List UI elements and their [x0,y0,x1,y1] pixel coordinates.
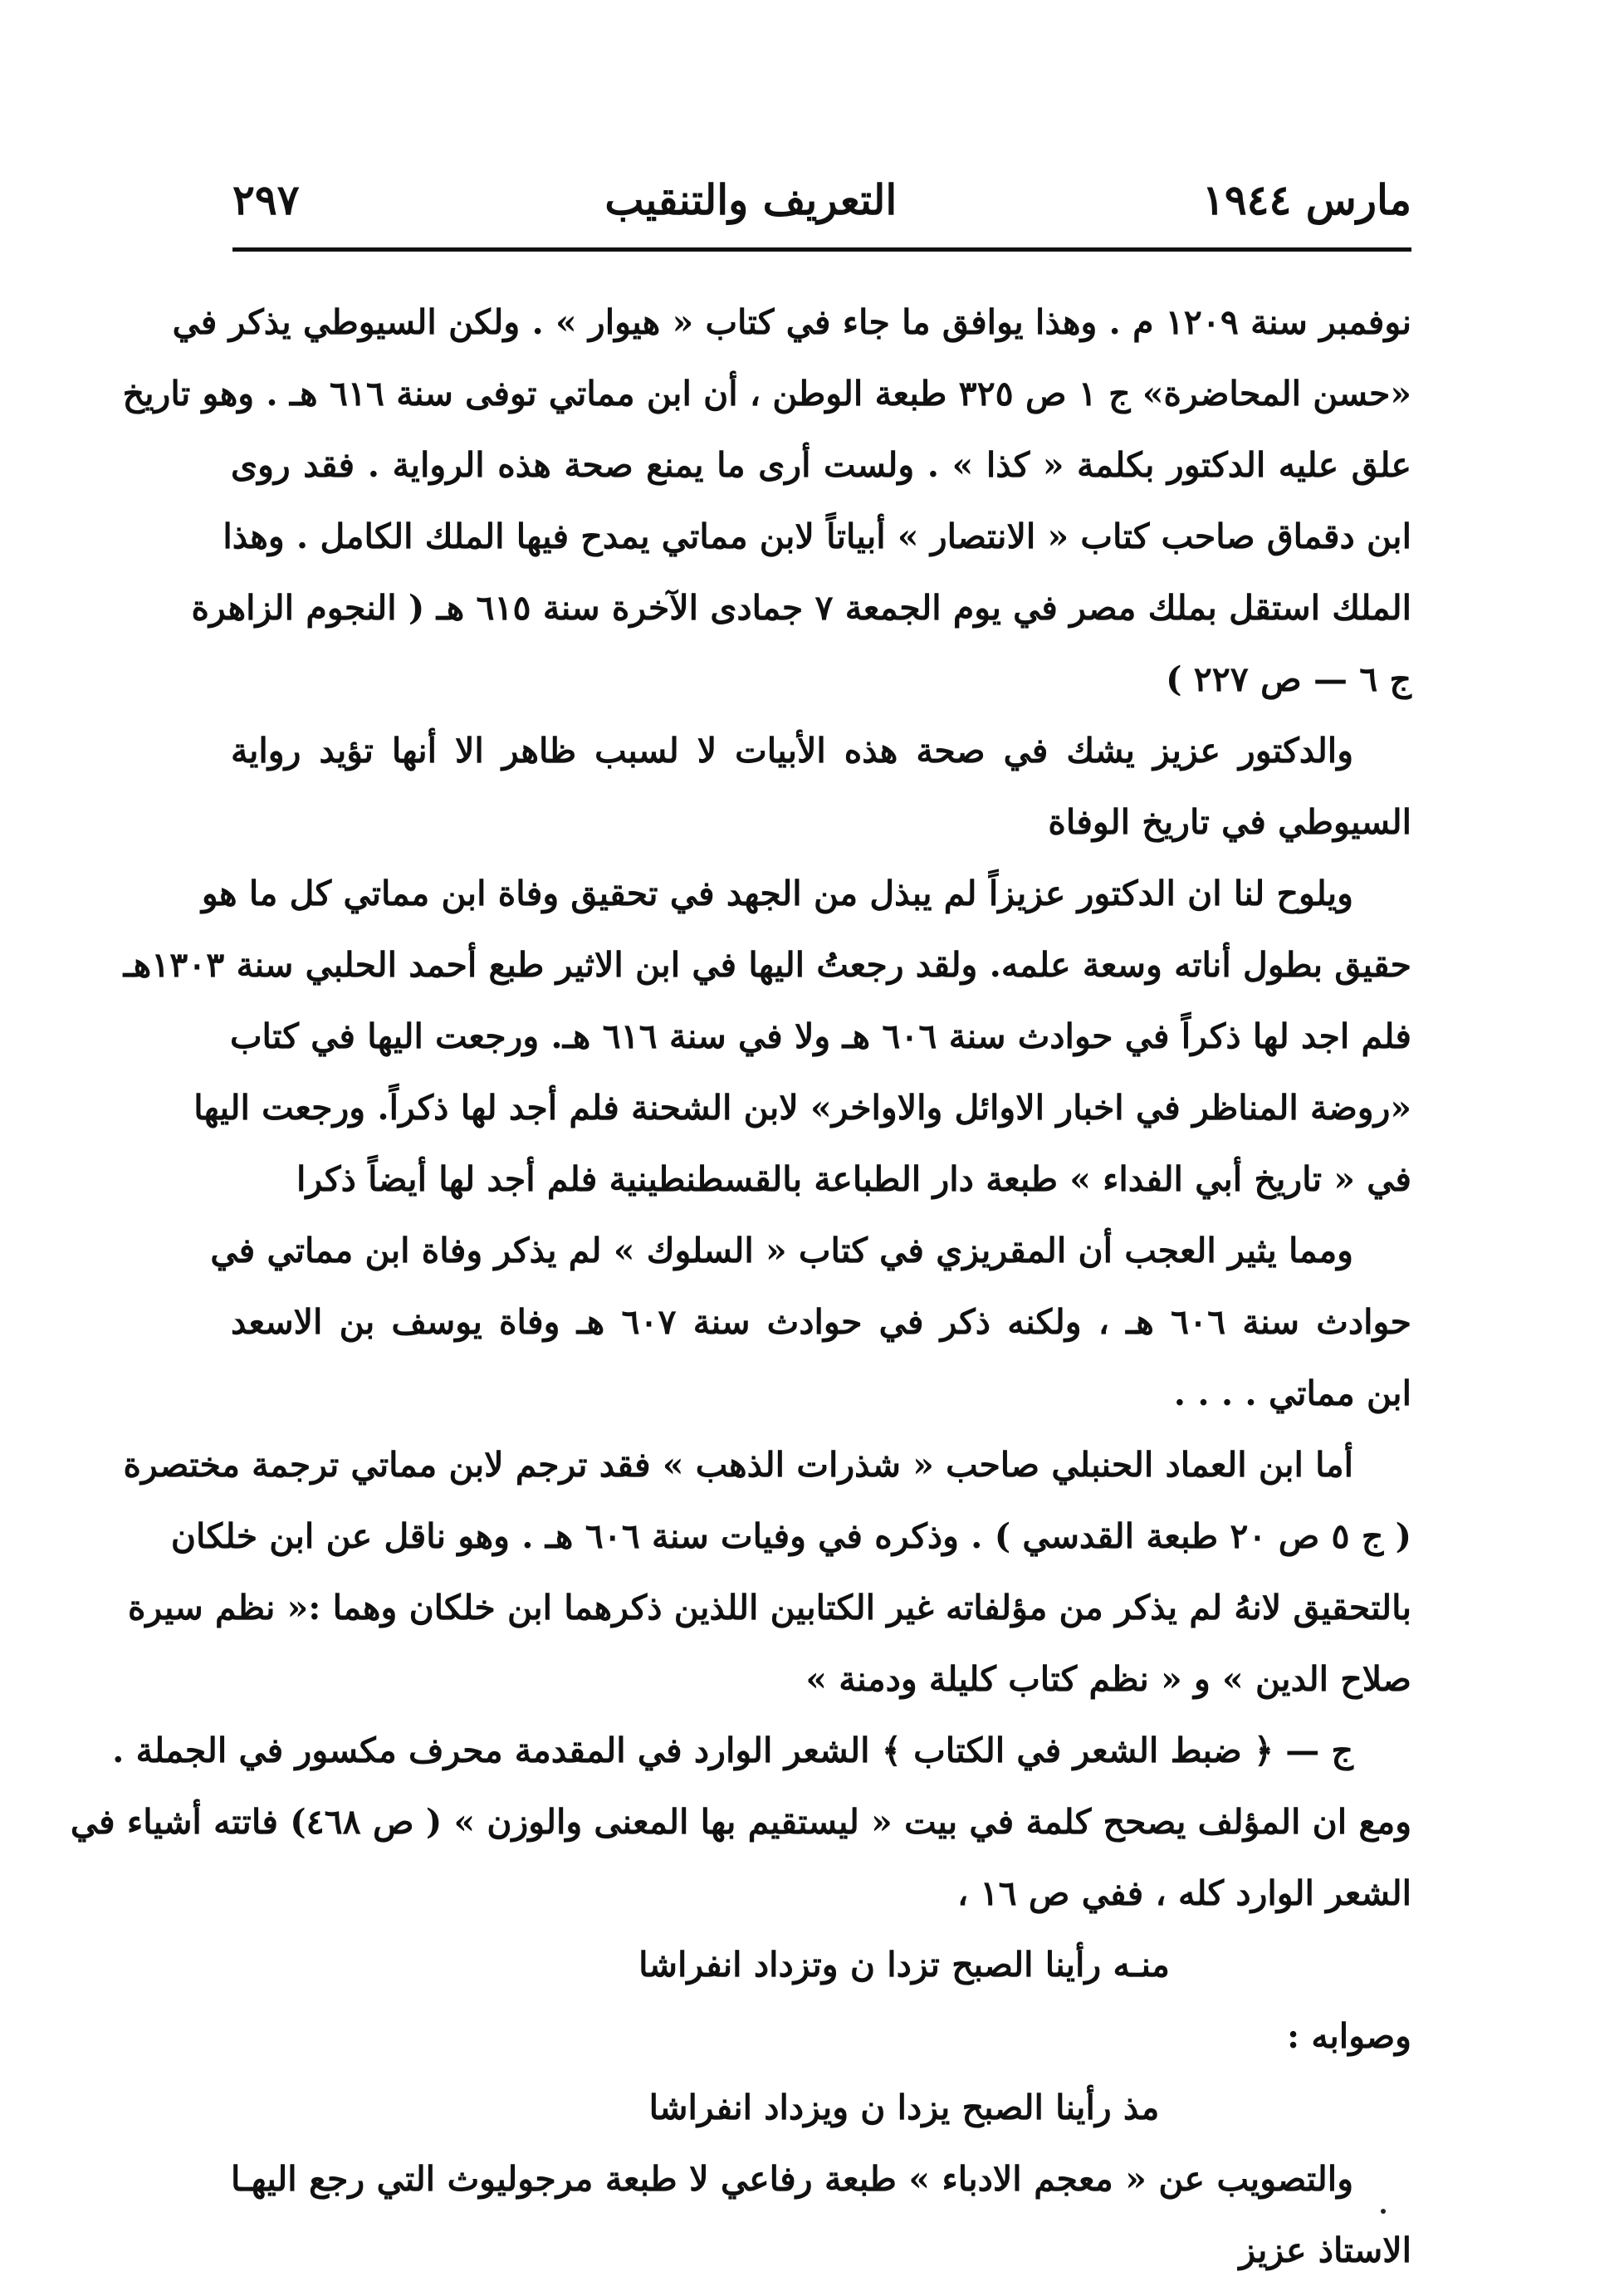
text-line: حوادث سنة ٦٠٦ هـ ، ولكنه ذكر في حوادث سنة ٦٠٧ هـ وفاة يوسف بن الاسعد [231,1302,1412,1342]
verse-line: منـه رأينا الصبح تزدا ن وتزداد انفراشا [638,1945,1170,1985]
text-line: «روضة المناظر في اخبار الاوائل والاواخر» لابن الشحنة فلم أجد لها ذكراً. ورجعت اليها [193,1088,1411,1128]
text-line: السيوطي في تاريخ الوفاة [1048,802,1411,842]
text-line: ابن دقماق صاحب كتاب « الانتصار » أبياتاً لابن مماتي يمدح فيها الملك الكامل . وهذا [223,516,1411,556]
text-line: وصوابه : [1287,2016,1411,2056]
text-line: ( ج ٥ ص ٢٠ طبعة القدسي ) . وذكره في وفيات سنة ٦٠٦ هـ . وهو ناقل عن ابن خلكان [170,1516,1411,1556]
stray-mark [1381,2209,1386,2214]
page-number: ٢٩٧ [232,174,300,224]
text-line: «حسن المحاضرة» ج ١ ص ٣٢٥ طبعة الوطن ، أن ابن مماتي توفى سنة ٦١٦ هـ . وهو تاريخ [122,374,1411,414]
section-title: التعريف والتنقيب [604,174,898,224]
text-line: الملك استقل بملك مصر في يوم الجمعة ٧ جمادى الآخرة سنة ٦١٥ هـ ( النجوم الزاهرة [191,588,1411,628]
text-line: في « تاريخ أبي الفداء » طبعة دار الطباعة بالقسطنطينية فلم أجد لها أيضاً ذكرا [296,1159,1411,1199]
text-line: الشعر الوارد كله ، ففي ص ١٦ ، [957,1873,1411,1913]
text-line: فلم اجد لها ذكراً في حوادث سنة ٦٠٦ هـ ولا في سنة ٦١٦ هـ. ورجعت اليها في كتاب [229,1016,1411,1056]
header-rule [232,247,1411,252]
text-line: ويلوح لنا ان الدكتور عزيزاً لم يبذل من الجهد في تحقيق وفاة ابن مماتي كل ما هو [201,874,1353,913]
text-line: ج ٦ — ص ٢٢٧ ) [1166,659,1411,699]
text-line: والتصويب عن « معجم الادباء » طبعة رفاعي لا طبعة مرجوليوث التي رجع اليهـا [231,2159,1353,2199]
text-line: نوفمبر سنة ١٢٠٩ م . وهذا يوافق ما جاء في كتاب « هيوار » . ولكن السيوطي يذكر في [172,302,1411,342]
text-line: بالتحقيق لانهُ لم يذكر من مؤلفاته غير الكتابين اللذين ذكرهما ابن خلكان وهما :« نظم سيرة [127,1588,1411,1628]
verse-line: مذ رأينا الصبح يزدا ن ويزداد انفراشا [648,2088,1160,2127]
article-body [70,286,1412,2286]
text-line: صلاح الدين » و « نظم كتاب كليلة ودمنة » [805,1659,1411,1699]
text-line: والدكتور عزيز يشك في صحة هذه الأبيات لا لسبب ظاهر الا أنها تؤيد رواية [231,731,1353,771]
issue-date: مارس ١٩٤٤ [1201,174,1411,224]
text-line: ومع ان المؤلف يصحح كلمة في بيت « ليستقيم بها المعنى والوزن » ( ص ٤٦٨) فاتته أشياء في [70,1802,1411,1842]
text-line: ومما يثير العجب أن المقريزي في كتاب « السلوك » لم يذكر وفاة ابن مماتي في [210,1231,1353,1270]
text-line: الاستاذ عزيز [1239,2230,1411,2270]
text-line: حقيق بطول أناته وسعة علمه. ولقد رجعتُ اليها في ابن الاثير طبع أحمد الحلبي سنة ١٣٠٣هـ [123,945,1411,985]
text-line: علق عليه الدكتور بكلمة « كذا » . ولست أرى ما يمنع صحة هذه الرواية . فقد روى [231,445,1411,485]
text-line: ابن مماتي . . . . [1173,1373,1411,1413]
page-header [232,170,1411,228]
text-line: ج — ﴿ ضبط الشعر في الكتاب ﴾ الشعر الوارد في المقدمة محرف مكسور في الجملة . [112,1730,1353,1770]
text-line: أما ابن العماد الحنبلي صاحب « شذرات الذهب » فقد ترجم لابن مماتي ترجمة مختصرة [123,1445,1353,1485]
